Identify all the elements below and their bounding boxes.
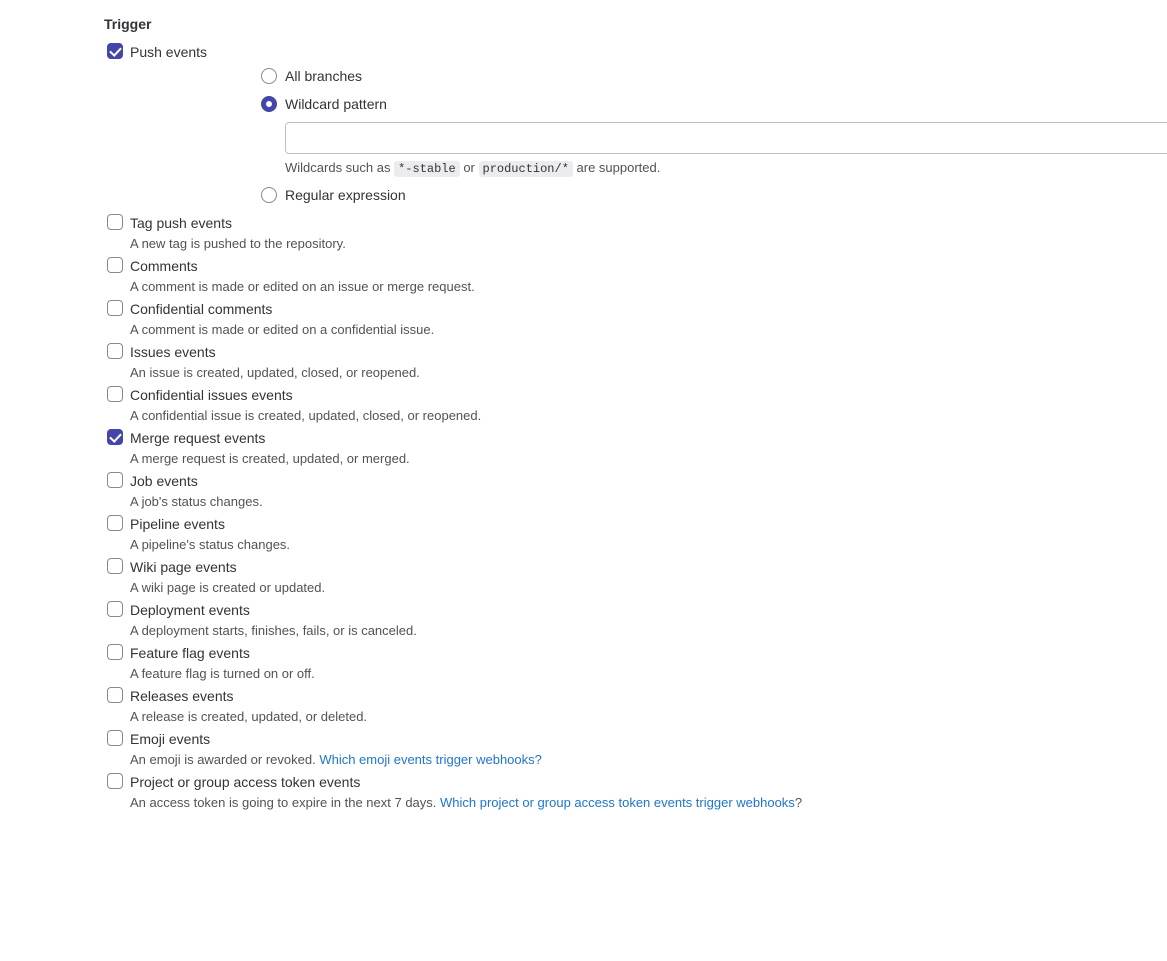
checkbox-row-tag-push-events[interactable] [0, 213, 1167, 254]
access-token-help-suffix: ? [794, 795, 803, 810]
tag-push-events-checkbox[interactable] [107, 214, 123, 230]
pipeline-events-label: Pipeline events [130, 516, 225, 532]
project-or-group-access-token-events-label: Project or group access token events [130, 774, 361, 790]
merge-request-events-checkbox[interactable] [107, 429, 123, 445]
feature-flag-events-help: A feature flag is turned on or off. [130, 666, 315, 681]
emoji-events-help-link[interactable]: Which emoji events trigger webhooks? [319, 752, 542, 767]
releases-events-help: A release is created, updated, or deleted. [130, 709, 368, 724]
merge-request-events-label: Merge request events [130, 430, 266, 446]
wiki-page-events-checkbox[interactable] [107, 558, 123, 574]
emoji-events-label: Emoji events [130, 731, 211, 747]
wildcard-pattern-input[interactable] [285, 122, 1167, 154]
all-branches-label: All branches [285, 68, 363, 84]
job-events-help: A job's status changes. [130, 494, 263, 509]
deployment-events-help: A deployment starts, finishes, fails, or is canceled. [130, 623, 417, 638]
comments-checkbox[interactable] [107, 257, 123, 273]
confidential-issues-events-help: A confidential issue is created, updated, closed, or reopened. [130, 408, 482, 423]
comments-help: A comment is made or edited on an issue or merge request. [130, 279, 475, 294]
tag-push-events-label: Tag push events [130, 215, 232, 231]
job-events-checkbox[interactable] [107, 472, 123, 488]
regular-expression-radio[interactable] [261, 187, 277, 203]
wildcard-help-text [285, 158, 1167, 179]
checkbox-row-project-or-group-access-token-events[interactable] [0, 772, 1167, 813]
checkbox-row-push-events[interactable] [0, 42, 1167, 207]
checkbox-row-merge-request-events[interactable] [0, 428, 1167, 469]
radio-row-regular-expression[interactable] [130, 185, 1167, 207]
feature-flag-events-checkbox[interactable] [107, 644, 123, 660]
wildcard-example-2: production/* [479, 161, 573, 177]
issues-events-help: An issue is created, updated, closed, or reopened. [130, 365, 420, 380]
job-events-label: Job events [130, 473, 198, 489]
confidential-issues-events-checkbox[interactable] [107, 386, 123, 402]
issues-events-label: Issues events [130, 344, 216, 360]
feature-flag-events-label: Feature flag events [130, 645, 250, 661]
deployment-events-checkbox[interactable] [107, 601, 123, 617]
all-branches-radio[interactable] [261, 68, 277, 84]
wildcard-example-1: *-stable [394, 161, 460, 177]
deployment-events-label: Deployment events [130, 602, 250, 618]
project-or-group-access-token-events-help [130, 793, 1167, 813]
confidential-comments-help: A comment is made or edited on a confidential issue. [130, 322, 435, 337]
issues-events-checkbox[interactable] [107, 343, 123, 359]
tag-push-events-help: A new tag is pushed to the repository. [130, 236, 346, 251]
wildcard-help-prefix: Wildcards such as [285, 160, 395, 175]
radio-row-all-branches[interactable] [130, 66, 1167, 88]
emoji-events-help [130, 750, 1167, 770]
wildcard-input-wrapper [285, 122, 1167, 154]
checkbox-row-comments[interactable] [0, 256, 1167, 297]
emoji-events-checkbox[interactable] [107, 730, 123, 746]
wildcard-help-middle: or [459, 160, 479, 175]
access-token-help-link[interactable]: Which project or group access token events trigger webhooks [440, 795, 795, 810]
regular-expression-label: Regular expression [285, 187, 406, 203]
project-or-group-access-token-events-checkbox[interactable] [107, 773, 123, 789]
wiki-page-events-label: Wiki page events [130, 559, 237, 575]
push-events-label: Push events [130, 44, 208, 60]
pipeline-events-checkbox[interactable] [107, 515, 123, 531]
push-events-checkbox[interactable] [107, 43, 123, 59]
comments-label: Comments [130, 258, 198, 274]
wildcard-help-suffix: are supported. [572, 160, 661, 175]
releases-events-label: Releases events [130, 688, 234, 704]
confidential-comments-label: Confidential comments [130, 301, 273, 317]
confidential-comments-checkbox[interactable] [107, 300, 123, 316]
radio-row-wildcard-pattern[interactable] [130, 94, 1167, 116]
wiki-page-events-help: A wiki page is created or updated. [130, 580, 326, 595]
checkbox-row-issues-events[interactable] [0, 342, 1167, 383]
checkbox-row-emoji-events[interactable] [0, 729, 1167, 770]
trigger-event-list [0, 42, 1167, 813]
emoji-events-help-text: An emoji is awarded or revoked. [130, 752, 320, 767]
wildcard-pattern-label: Wildcard pattern [285, 96, 387, 112]
checkbox-row-deployment-events[interactable] [0, 600, 1167, 641]
checkbox-row-feature-flag-events[interactable] [0, 643, 1167, 684]
pipeline-events-help: A pipeline's status changes. [130, 537, 291, 552]
checkbox-row-confidential-issues-events[interactable] [0, 385, 1167, 426]
checkbox-row-pipeline-events[interactable] [0, 514, 1167, 555]
checkbox-row-releases-events[interactable] [0, 686, 1167, 727]
section-title: Trigger [104, 16, 152, 32]
checkbox-row-job-events[interactable] [0, 471, 1167, 512]
merge-request-events-help: A merge request is created, updated, or merged. [130, 451, 410, 466]
confidential-issues-events-label: Confidential issues events [130, 387, 293, 403]
releases-events-checkbox[interactable] [107, 687, 123, 703]
push-events-branch-options [130, 66, 1167, 207]
access-token-help-text: An access token is going to expire in the next 7 days. [130, 795, 441, 810]
checkbox-row-wiki-page-events[interactable] [0, 557, 1167, 598]
checkbox-row-confidential-comments[interactable] [0, 299, 1167, 340]
wildcard-pattern-radio[interactable] [261, 96, 277, 112]
